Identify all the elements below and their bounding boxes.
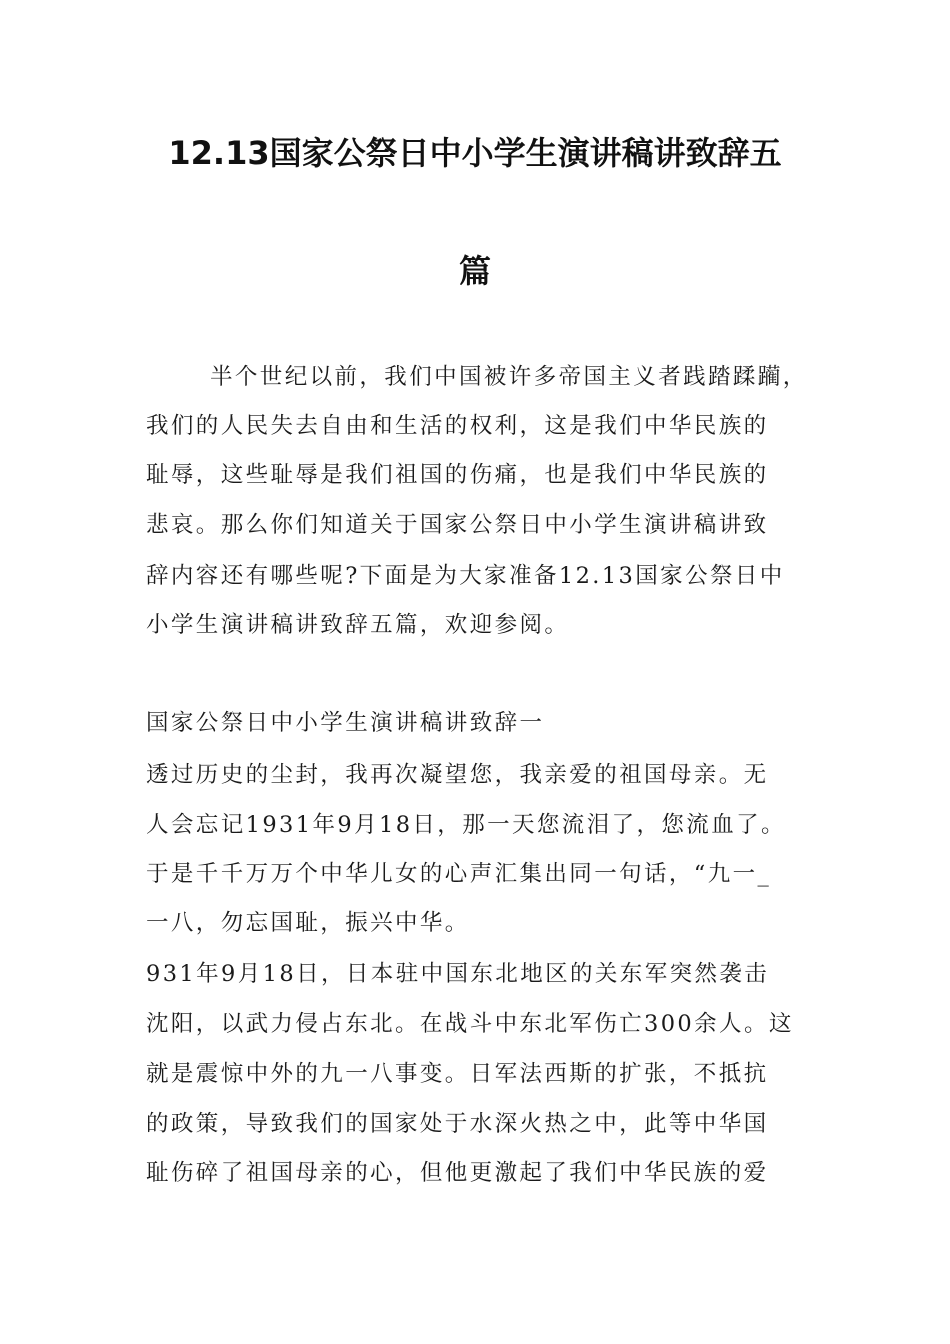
body-line-2: 人会忘记1931年9月18日，那一天您流泪了，您流血了。 — [146, 812, 786, 838]
body-line-6: 沈阳，以武力侵占东北。在战斗中东北军伤亡300余人。这 — [146, 1011, 794, 1037]
intro-line-2: 我们的人民失去自由和生活的权利，这是我们中华民族的 — [146, 413, 769, 439]
intro-line-3: 耻辱，这些耻辱是我们祖国的伤痛，也是我们中华民族的 — [146, 462, 769, 488]
intro-line-5: 辞内容还有哪些呢?下面是为大家准备12.13国家公祭日中 — [146, 563, 785, 589]
body-line-8: 的政策，导致我们的国家处于水深火热之中，此等中华国 — [146, 1111, 769, 1137]
section-heading: 国家公祭日中小学生演讲稿讲致辞一 — [146, 710, 545, 736]
body-line-7: 就是震惊中外的九一八事变。日军法西斯的扩张，不抵抗 — [146, 1061, 769, 1087]
intro-line-6: 小学生演讲稿讲致辞五篇，欢迎参阅。 — [146, 612, 570, 638]
document-title-line-2: 篇 — [458, 252, 491, 290]
body-line-9: 耻伤碎了祖国母亲的心，但他更激起了我们中华民族的爱 — [146, 1160, 769, 1186]
body-line-1: 透过历史的尘封，我再次凝望您，我亲爱的祖国母亲。无 — [146, 762, 769, 788]
body-line-4: 一八，勿忘国耻，振兴中华。 — [146, 910, 470, 936]
intro-line-4: 悲哀。那么你们知道关于国家公祭日中小学生演讲稿讲致 — [146, 512, 769, 538]
body-line-3: 于是千千万万个中华儿女的心声汇集出同一句话，“九一_ — [146, 861, 772, 887]
body-line-5: 931年9月18日，日本驻中国东北地区的关东军突然袭击 — [146, 961, 770, 987]
document-title-line-1: 12.13国家公祭日中小学生演讲稿讲致辞五 — [168, 134, 782, 172]
intro-line-1: 半个世纪以前，我们中国被许多帝国主义者践踏蹂躏， — [210, 364, 808, 390]
